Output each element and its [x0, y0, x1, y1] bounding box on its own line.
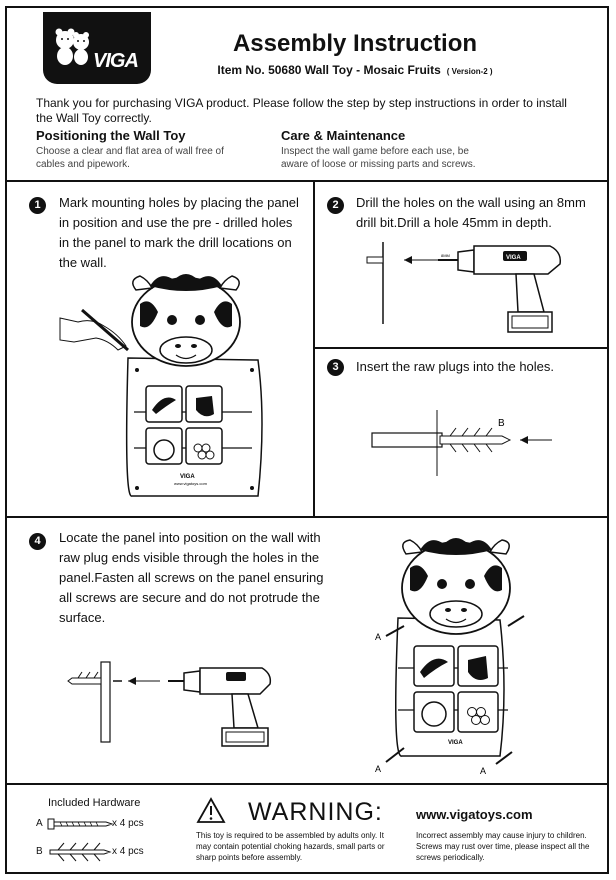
- panel-url: www.vigatoys.com: [174, 481, 207, 486]
- drill-brand: VIGA: [506, 255, 521, 261]
- drill-bit-label: 8MM: [441, 253, 450, 258]
- hardware-a-label: A: [36, 818, 43, 829]
- hardware-a-qty: x 4 pcs: [112, 818, 144, 829]
- warning-icon: [196, 797, 226, 825]
- svg-text:A: A: [480, 766, 487, 776]
- step-1-number: 1: [29, 197, 46, 214]
- svg-text:VIGA: VIGA: [448, 740, 463, 746]
- step-1-text: Mark mounting holes by placing the panel in position and use the pre - drilled holes in the panel to mark the drill locations on the wall.: [59, 195, 299, 270]
- website-text: Incorrect assembly may cause injury to children. Screws may rust over time, please inspect all the screws periodically.: [416, 831, 590, 862]
- step-2-text: Drill the holes on the wall using an 8mm drill bit.Drill a hole 45mm in depth.: [356, 195, 586, 230]
- warning-text: This toy is required to be assembled by adults only. It may contain potential choking hazards, small parts or sharp points before assembly.: [196, 831, 385, 862]
- hardware-b-qty: x 4 pcs: [112, 846, 144, 857]
- item-number: Item No. 50680 Wall Toy - Mosaic Fruits: [217, 63, 441, 77]
- page-title: Assembly Instruction: [232, 30, 478, 57]
- positioning-title: Positioning the Wall Toy: [36, 128, 186, 143]
- care-title: Care & Maintenance: [281, 128, 406, 143]
- hardware-title: Included Hardware: [48, 797, 141, 809]
- positioning-text: Choose a clear and flat area of wall free of cables and pipework.: [36, 146, 224, 170]
- svg-text:A: A: [375, 764, 382, 774]
- label-a: A: [375, 632, 382, 642]
- label-b: B: [498, 418, 505, 429]
- warning-title: WARNING:: [248, 798, 383, 826]
- step-4-text: Locate the panel into position on the wall with raw plug ends visible through the holes in the panel.Fasten all screws on the panel ensuring all screws are secure and do not protrude the surface.: [59, 530, 324, 625]
- step-3-text: Insert the raw plugs into the holes.: [356, 359, 555, 374]
- website: www.vigatoys.com: [416, 807, 533, 822]
- intro-text: Thank you for purchasing VIGA product. Please follow the step by step instructions in order to install the Wall Toy correctly.: [36, 96, 567, 125]
- hardware-b-label: B: [36, 846, 43, 857]
- step-2-number: 2: [327, 197, 344, 214]
- brand-name: VIGA: [93, 50, 138, 72]
- step-3-number: 3: [327, 359, 344, 376]
- step-4-number: 4: [29, 533, 46, 550]
- version-label: ( Version-2 ): [446, 67, 493, 76]
- panel-brand: VIGA: [180, 474, 195, 480]
- care-text: Inspect the wall game before each use, be aware of loose or missing parts and screws.: [281, 146, 476, 170]
